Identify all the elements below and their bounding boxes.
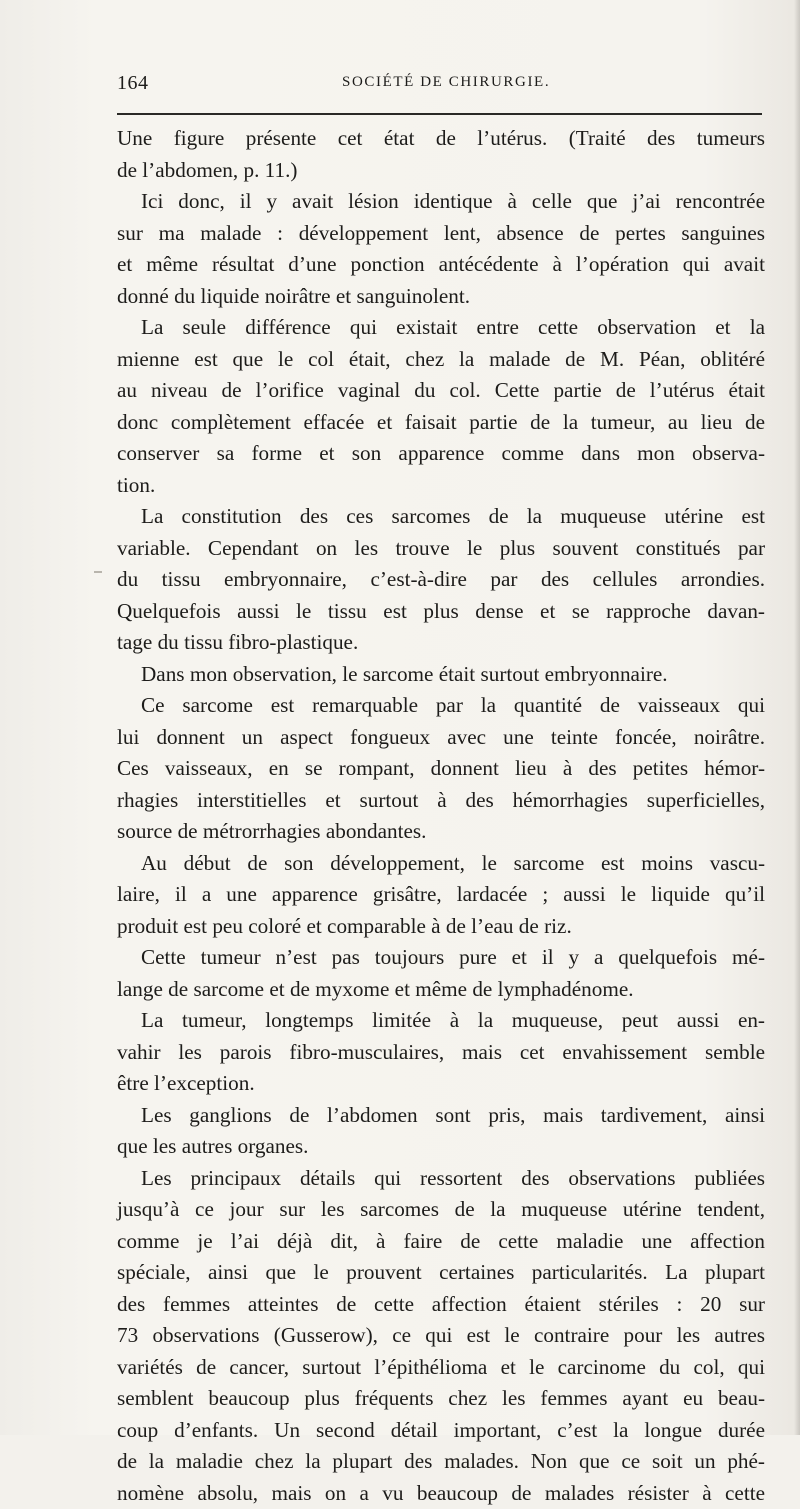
text-line: variétés de cancer, surtout l’épithélioma et le carcinome du col, qui [117, 1352, 765, 1384]
text-line: tage du tissu fibro-plastique. [117, 627, 765, 659]
text-line: du tissu embryonnaire, c’est-à-dire par des cellules arrondies. [117, 564, 765, 596]
text-line: être l’exception. [117, 1068, 765, 1100]
text-line: Ces vaisseaux, en se rompant, donnent lieu à des petites hémor- [117, 753, 765, 785]
text-line: donné du liquide noirâtre et sanguinolent. [117, 281, 765, 313]
text-line: lui donnent un aspect fongueux avec une teinte foncée, noirâtre. [117, 722, 765, 754]
body-text [117, 123, 765, 1509]
page-edge-shadow [794, 0, 800, 1435]
text-line: et même résultat d’une ponction antécédente à l’opération qui avait [117, 249, 765, 281]
text-line: La constitution des ces sarcomes de la muqueuse utérine est [117, 501, 765, 533]
text-line: La tumeur, longtemps limitée à la muqueuse, peut aussi en- [117, 1005, 765, 1037]
text-line: Les ganglions de l’abdomen sont pris, mais tardivement, ainsi [117, 1100, 765, 1132]
text-line: de la maladie chez la plupart des malades. Non que ce soit un phé- [117, 1446, 765, 1478]
text-line: variable. Cependant on les trouve le plus souvent constitués par [117, 533, 765, 565]
running-title: SOCIÉTÉ DE CHIRURGIE. [342, 74, 550, 91]
text-line: conserver sa forme et son apparence comme dans mon observa- [117, 438, 765, 470]
text-line: comme je l’ai déjà dit, à faire de cette maladie une affection [117, 1226, 765, 1258]
header-rule [117, 113, 762, 115]
text-line: jusqu’à ce jour sur les sarcomes de la muqueuse utérine tendent, [117, 1194, 765, 1226]
text-line: 73 observations (Gusserow), ce qui est le contraire pour les autres [117, 1320, 765, 1352]
page-header [117, 72, 762, 102]
text-line: Une figure présente cet état de l’utérus. (Traité des tumeurs [117, 123, 765, 155]
text-line: coup d’enfants. Un second détail important, c’est la longue durée [117, 1415, 765, 1447]
text-line: mienne est que le col était, chez la malade de M. Péan, oblitéré [117, 344, 765, 376]
text-line: Dans mon observation, le sarcome était surtout embryonnaire. [117, 659, 765, 691]
text-line: nomène absolu, mais on a vu beaucoup de malades résister à cette [117, 1478, 765, 1509]
page-number: 164 [117, 72, 149, 95]
text-line: produit est peu coloré et comparable à de l’eau de riz. [117, 911, 765, 943]
text-line: lange de sarcome et de myxome et même de lymphadénome. [117, 974, 765, 1006]
text-line: La seule différence qui existait entre cette observation et la [117, 312, 765, 344]
text-line: tion. [117, 470, 765, 502]
text-line: source de métrorrhagies abondantes. [117, 816, 765, 848]
margin-mark [94, 571, 102, 573]
text-line: que les autres organes. [117, 1131, 765, 1163]
text-line: sur ma malade : développement lent, absence de pertes sanguines [117, 218, 765, 250]
text-line: de l’abdomen, p. 11.) [117, 155, 765, 187]
text-line: spéciale, ainsi que le prouvent certaines particularités. La plupart [117, 1257, 765, 1289]
text-line: au niveau de l’orifice vaginal du col. Cette partie de l’utérus était [117, 375, 765, 407]
text-line: semblent beaucoup plus fréquents chez les femmes ayant eu beau- [117, 1383, 765, 1415]
text-line: des femmes atteintes de cette affection étaient stériles : 20 sur [117, 1289, 765, 1321]
text-line: vahir les parois fibro-musculaires, mais cet envahissement semble [117, 1037, 765, 1069]
text-line: laire, il a une apparence grisâtre, lardacée ; aussi le liquide qu’il [117, 879, 765, 911]
text-line: rhagies interstitielles et surtout à des hémorrhagies superficielles, [117, 785, 765, 817]
text-line: donc complètement effacée et faisait partie de la tumeur, au lieu de [117, 407, 765, 439]
text-line: Quelquefois aussi le tissu est plus dense et se rapproche davan- [117, 596, 765, 628]
text-line: Au début de son développement, le sarcome est moins vascu- [117, 848, 765, 880]
text-line: Les principaux détails qui ressortent des observations publiées [117, 1163, 765, 1195]
text-line: Cette tumeur n’est pas toujours pure et il y a quelquefois mé- [117, 942, 765, 974]
text-line: Ici donc, il y avait lésion identique à celle que j’ai rencontrée [117, 186, 765, 218]
text-line: Ce sarcome est remarquable par la quantité de vaisseaux qui [117, 690, 765, 722]
